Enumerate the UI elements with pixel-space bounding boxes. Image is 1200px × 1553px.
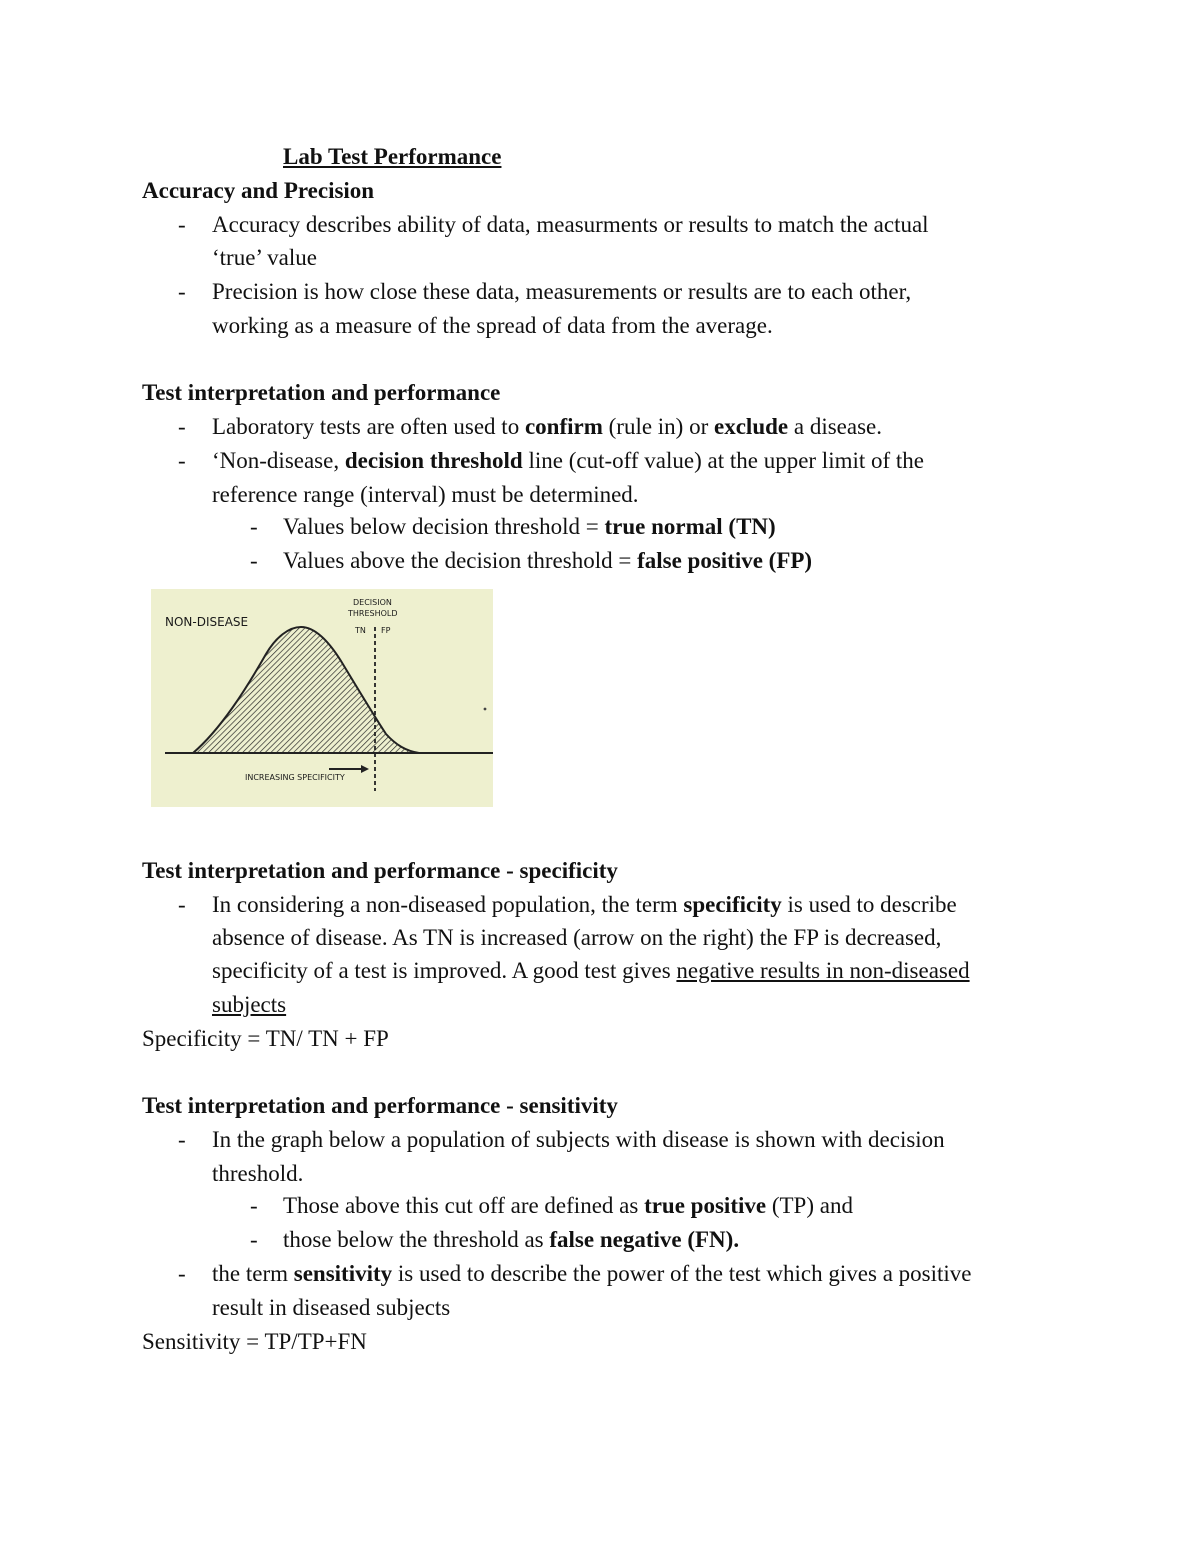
- label-fp: FP: [381, 626, 391, 635]
- page-title: Lab Test Performance: [283, 144, 502, 169]
- false-negative-line: those below the threshold as false negative (FN).: [283, 1227, 740, 1252]
- bullet-dash: -: [178, 1127, 186, 1152]
- bullet-dash: -: [178, 448, 186, 473]
- threshold-line-2: reference range (interval) must be determined.: [212, 482, 639, 507]
- section-heading-sensitivity: Test interpretation and performance - sensitivity: [142, 1093, 618, 1118]
- precision-text-line-2: working as a measure of the spread of data from the average.: [212, 313, 773, 338]
- specificity-text-line-4: subjects: [212, 992, 287, 1017]
- accuracy-text-line-1: Accuracy describes ability of data, measurments or results to match the actual: [212, 212, 929, 237]
- specificity-text-line-2: absence of disease. As TN is increased (arrow on the right) the FP is decreased,: [212, 925, 942, 950]
- sensitivity-definition-line-2: result in diseased subjects: [212, 1295, 451, 1320]
- true-positive-line: Those above this cut off are defined as true positive (TP) and: [283, 1193, 853, 1218]
- label-increasing-specificity: INCREASING SPECIFICITY: [245, 773, 345, 782]
- label-decision: DECISION: [353, 598, 392, 607]
- false-positive-line: Values above the decision threshold = false positive (FP): [283, 548, 813, 573]
- bullet-dash: -: [250, 1193, 258, 1218]
- bullet-dash: -: [250, 514, 258, 539]
- true-normal-line: Values below decision threshold = true normal (TN): [283, 514, 776, 539]
- label-tn: TN: [355, 626, 366, 635]
- bullet-dash: -: [250, 1227, 258, 1252]
- label-non-disease: NON-DISEASE: [165, 615, 249, 629]
- sensitivity-text-line-1: In the graph below a population of subjects with disease is shown with decision: [212, 1127, 945, 1152]
- sensitivity-definition-line-1: the term sensitivity is used to describe the power of the test which gives a positive: [212, 1261, 972, 1286]
- distribution-curve: [193, 627, 419, 753]
- bullet-dash: -: [250, 548, 258, 573]
- confirm-exclude-line: Laboratory tests are often used to confirm (rule in) or exclude a disease.: [212, 414, 883, 439]
- sensitivity-formula: Sensitivity = TP/TP+FN: [142, 1329, 367, 1354]
- bullet-dash: -: [178, 279, 186, 304]
- bullet-dash: -: [178, 414, 186, 439]
- precision-text-line-1: Precision is how close these data, measurements or results are to each other,: [212, 279, 912, 304]
- section-heading-interpretation: Test interpretation and performance: [142, 380, 501, 405]
- section-heading-accuracy: Accuracy and Precision: [142, 178, 375, 203]
- specificity-text-line-3: specificity of a test is improved. A good test gives negative results in non-diseased: [212, 958, 970, 983]
- specificity-text-line-1: In considering a non-diseased population, the term specificity is used to describe: [212, 892, 957, 917]
- bullet-dash: -: [178, 892, 186, 917]
- bullet-dash: -: [178, 212, 186, 237]
- specificity-formula: Specificity = TN/ TN + FP: [142, 1026, 389, 1051]
- speck: [484, 708, 487, 711]
- threshold-line-1: ‘Non-disease, decision threshold line (cut-off value) at the upper limit of the: [212, 448, 925, 473]
- non-disease-distribution-figure: [151, 589, 493, 807]
- bullet-dash: -: [178, 1261, 186, 1286]
- label-threshold: THRESHOLD: [348, 609, 398, 618]
- arrow-head: [361, 765, 369, 773]
- section-heading-specificity: Test interpretation and performance - specificity: [142, 858, 618, 883]
- sensitivity-text-line-2: threshold.: [212, 1161, 304, 1186]
- accuracy-text-line-2: ‘true’ value: [212, 245, 317, 270]
